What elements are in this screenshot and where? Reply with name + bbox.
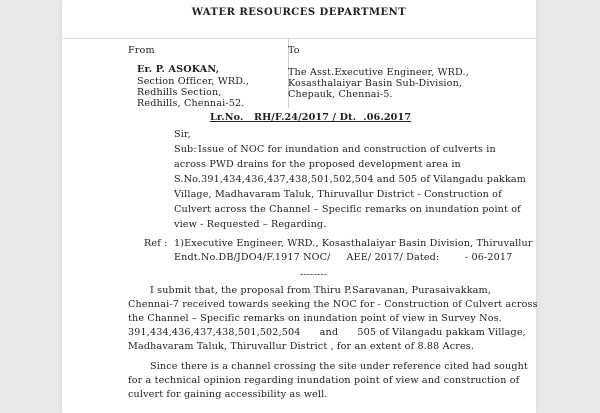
subject-line: Village, Madhavaram Taluk, Thiruvallur District - Construction of [174, 189, 502, 200]
reference-label: Ref : [144, 238, 168, 249]
sender-line: Redhills, Chennai-52. [137, 98, 245, 109]
salutation: Sir, [174, 129, 191, 140]
reference-line: Endt.No.DB/JDO4/F.1917 NOC/ AEE/ 2017/ Dated: - 06-2017 [174, 252, 513, 263]
paragraph-line: for a technical opinion regarding inundation point of view and construction of [128, 375, 520, 386]
letter-page [62, 0, 536, 413]
recipient-line: Kosasthalaiyar Basin Sub-Division, [288, 78, 463, 89]
department-title: WATER RESOURCES DEPARTMENT [191, 7, 407, 18]
subject-line: Issue of NOC for inundation and construction of culverts in [198, 144, 496, 155]
sender-name: Er. P. ASOKAN, [137, 64, 220, 75]
subject-line: across PWD drains for the proposed development area in [174, 159, 461, 170]
to-label: To [288, 45, 300, 56]
from-label: From [128, 45, 155, 56]
paragraph-line: Madhavaram Taluk, Thiruvallur District , for an extent of 8.88 Acres. [128, 341, 475, 352]
sender-line: Section Officer, WRD., [137, 76, 250, 87]
paragraph-line: culvert for gaining accessibility as well. [128, 389, 328, 400]
subject-line: S.No.391,434,436,437,438,501,502,504 and 505 of Vilangadu pakkam [174, 174, 526, 185]
separator: -------- [300, 269, 328, 280]
subject-line: Culvert across the Channel – Specific remarks on inundation point of [174, 204, 521, 215]
subject-line: view - Requested – Regarding. [174, 219, 327, 230]
recipient-line: The Asst.Executive Engineer, WRD., [288, 67, 469, 78]
paragraph-line: Since there is a channel crossing the site under reference cited had sought [150, 361, 528, 372]
letter-number: Lr.No. RH/F.24/2017 / Dt. .06.2017 [210, 112, 412, 123]
paragraph-line: 391,434,436,437,438,501,502,504 and 505 of Vilangadu pakkam Village, [128, 327, 526, 338]
subject-label: Sub: [174, 144, 197, 155]
reference-line: 1)Executive Engineer, WRD., Kosasthalaiyar Basin Division, Thiruvallur [174, 238, 533, 249]
paragraph-line: Chennai-7 received towards seeking the NOC for - Construction of Culvert across [128, 299, 538, 310]
sender-line: Redhills Section, [137, 87, 222, 98]
recipient-line: Chepauk, Chennai-5. [288, 89, 393, 100]
header-divider [62, 38, 536, 39]
paragraph-line: the Channel – Specific remarks on inundation point of view in Survey Nos. [128, 313, 502, 324]
paragraph-line: I submit that, the proposal from Thiru P.Saravanan, Purasaivakkam, [150, 285, 491, 296]
